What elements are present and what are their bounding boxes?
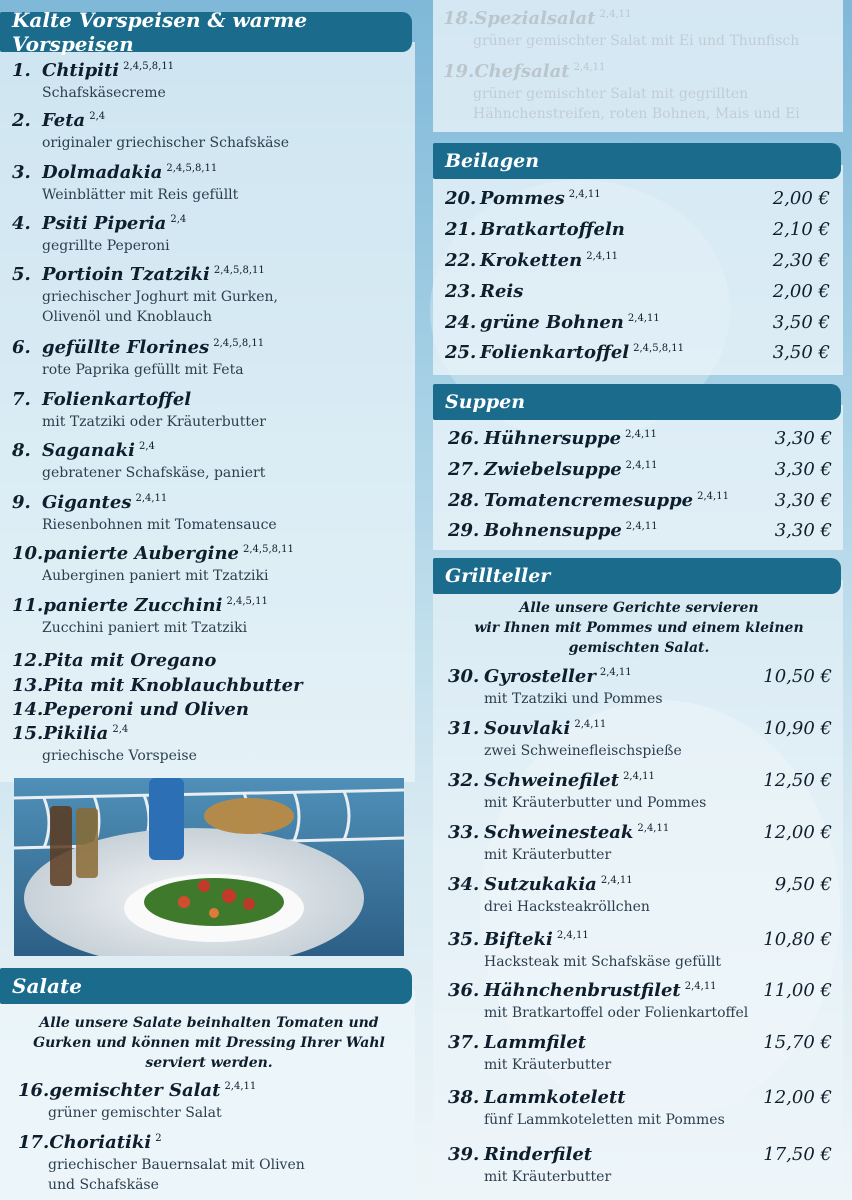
menu-item-name — [448, 980, 717, 1001]
menu-item-label: Lammkotelett — [484, 1087, 626, 1108]
allergen-codes: 2,4 — [89, 111, 106, 122]
allergen-codes: 2,4,5,8,11 — [243, 544, 294, 555]
menu-item-label: Schweinesteak — [484, 822, 634, 843]
menu-item-description: griechische Vorspeise — [42, 748, 197, 764]
menu-item-number: 10. — [12, 543, 44, 564]
menu-item-description: mit Kräuterbutter — [484, 847, 612, 863]
menu-item-number: 9. — [12, 492, 31, 513]
menu-item-label: panierte Aubergine — [43, 543, 240, 564]
menu-item-name — [448, 770, 655, 791]
menu-item-description: rote Paprika gefüllt mit Feta — [42, 362, 244, 378]
menu-item-name — [448, 1087, 626, 1108]
menu-item-number: 37. — [448, 1032, 480, 1053]
allergen-codes: 2,4,11 — [625, 521, 658, 532]
menu-item-name — [448, 428, 657, 449]
menu-item-number: 39. — [448, 1144, 480, 1165]
menu-item-price: 2,30 € — [772, 250, 830, 271]
menu-item-label: Gyrosteller — [484, 666, 596, 687]
menu-item-name — [448, 822, 669, 843]
menu-item-number: 29. — [448, 520, 480, 541]
menu-item-description: fünf Lammkoteletten mit Pommes — [484, 1112, 725, 1128]
menu-item-label: Folienkartoffel — [42, 389, 192, 410]
menu-item-number: 6. — [12, 337, 31, 358]
menu-item-label: Schweinefilet — [484, 770, 620, 791]
section-note-line: serviert werden. — [145, 1055, 273, 1071]
menu-item-number: 4. — [12, 213, 31, 234]
menu-item-price: 12,50 € — [763, 770, 832, 791]
allergen-codes: 2,4,11 — [599, 667, 632, 678]
grill-title: Grillteller — [445, 565, 551, 587]
menu-item-name — [18, 1080, 256, 1101]
menu-item-price: 12,00 € — [763, 822, 832, 843]
menu-item-name — [12, 675, 303, 696]
allergen-codes: 2,4,5,11 — [226, 596, 268, 607]
menu-item-number: 33. — [448, 822, 480, 843]
menu-item-description: drei Hacksteakröllchen — [484, 899, 650, 915]
menu-item-label: Pita mit Knoblauchbutter — [43, 675, 303, 696]
allergen-codes: 2,4,5,8,11 — [123, 61, 175, 72]
menu-item-number: 15. — [12, 723, 44, 744]
menu-item-name — [12, 162, 217, 183]
menu-item-name — [12, 389, 191, 410]
allergen-codes: 2 — [155, 1133, 162, 1144]
menu-item-number: 36. — [448, 980, 480, 1001]
menu-item-price: 3,30 € — [774, 428, 832, 449]
menu-item-description: mit Tzatziki und Pommes — [484, 691, 663, 707]
menu-item-number: 23. — [445, 281, 477, 302]
menu-item-label: Pita mit Oregano — [43, 650, 217, 671]
menu-item-name — [445, 281, 523, 302]
salate-header — [0, 968, 412, 1004]
menu-item-label: Gigantes — [42, 492, 132, 513]
menu-item-number: 34. — [448, 874, 480, 895]
allergen-codes: 2,4 — [138, 441, 155, 452]
menu-item-price: 17,50 € — [763, 1144, 832, 1165]
menu-item-price: 3,50 € — [772, 312, 830, 333]
menu-item-label: Folienkartoffel — [480, 342, 630, 363]
menu-item-price: 2,00 € — [772, 281, 830, 302]
menu-item-label: Tomatencremesuppe — [484, 490, 694, 511]
section-note-line: wir Ihnen mit Pommes und einem kleinen — [474, 620, 804, 636]
beilagen-title: Beilagen — [445, 150, 540, 172]
menu-item-name — [448, 1032, 586, 1053]
menu-item-label: Sutzukakia — [484, 874, 597, 895]
menu-item-label: Reis — [480, 281, 524, 302]
menu-item-price: 2,10 € — [772, 219, 830, 240]
menu-item-label: Pommes — [480, 188, 565, 209]
menu-item-label: grüne Bohnen — [480, 312, 624, 333]
menu-item-description: mit Tzatziki oder Kräuterbutter — [42, 414, 266, 430]
menu-item-number: 22. — [445, 250, 477, 271]
section-note-line: gemischten Salat. — [568, 640, 710, 656]
menu-item-number: 17. — [18, 1132, 50, 1153]
menu-item-price: 2,00 € — [772, 188, 830, 209]
menu-item-number: 8. — [12, 440, 31, 461]
allergen-codes: 2,4,11 — [623, 771, 655, 782]
menu-item-number: 31. — [448, 718, 480, 739]
menu-item-label: Dolmadakia — [42, 162, 163, 183]
suppen-title: Suppen — [445, 391, 526, 413]
menu-item-price: 11,00 € — [763, 980, 832, 1001]
menu-item-description: gegrillte Peperoni — [42, 238, 170, 254]
menu-item-label: gefüllte Florines — [42, 337, 210, 358]
menu-item-price: 3,30 € — [774, 520, 832, 541]
menu-item-description: Riesenbohnen mit Tomatensauce — [42, 517, 277, 533]
menu-item-name — [12, 492, 167, 513]
menu-item-description: griechischer Joghurt mit Gurken, — [42, 289, 278, 305]
salate-title: Salate — [12, 974, 82, 998]
menu-item-name — [12, 543, 294, 564]
menu-item-description: mit Bratkartoffel oder Folienkartoffel — [484, 1005, 749, 1021]
menu-item-name — [12, 213, 186, 234]
menu-item-description: Schafskäsecreme — [42, 85, 166, 101]
menu-item-price: 3,50 € — [772, 342, 830, 363]
salad-table-photo — [14, 778, 404, 956]
section-note-line: Alle unsere Gerichte servieren — [519, 600, 759, 616]
allergen-codes: 2,4,11 — [697, 491, 729, 502]
menu-item-name — [448, 459, 657, 480]
menu-item-name — [445, 250, 618, 271]
menu-item-name — [448, 874, 633, 895]
menu-item-number: 35. — [448, 929, 480, 950]
menu-item-name — [445, 342, 684, 363]
vorspeisen-header — [0, 8, 412, 56]
menu-item-description: mit Kräuterbutter — [484, 1057, 612, 1073]
menu-item-label: Psiti Piperia — [42, 213, 167, 234]
menu-item-description: Weinblätter mit Reis gefüllt — [42, 187, 239, 203]
salate-continued-panel — [433, 0, 843, 132]
menu-item-number: 12. — [12, 650, 44, 671]
menu-item-name — [448, 490, 729, 511]
menu-item-name — [12, 110, 105, 131]
menu-item-name — [12, 650, 216, 671]
menu-item-name — [448, 1144, 592, 1165]
menu-item-description: Auberginen paniert mit Tzatziki — [42, 568, 269, 584]
menu-item-number: 7. — [12, 389, 31, 410]
menu-item-label: Feta — [42, 110, 86, 131]
section-note-line: Gurken und können mit Dressing Ihrer Wahl — [33, 1035, 385, 1051]
menu-item-price: 9,50 € — [774, 874, 832, 895]
menu-item-label: Souvlaki — [484, 718, 571, 739]
menu-item-number: 28. — [448, 490, 480, 511]
menu-item-label: Choriatiki — [49, 1132, 152, 1153]
section-note-line: Alle unsere Salate beinhalten Tomaten und — [39, 1015, 379, 1031]
menu-item-label: Portioin Tzatziki — [42, 264, 210, 285]
menu-item-label: Rinderfilet — [484, 1144, 593, 1165]
menu-item-number: 20. — [445, 188, 477, 209]
menu-item-label: Zwiebelsuppe — [484, 459, 622, 480]
menu-item-description: mit Kräuterbutter — [484, 1169, 612, 1185]
allergen-codes: 2,4,11 — [135, 493, 168, 504]
menu-item-price: 12,00 € — [763, 1087, 832, 1108]
allergen-codes: 2,4,11 — [586, 251, 619, 262]
menu-item-label: panierte Zucchini — [43, 595, 223, 616]
menu-item-description: zwei Schweinefleischspieße — [484, 743, 682, 759]
menu-item-name — [12, 699, 249, 720]
menu-item-name — [12, 337, 264, 358]
menu-item-number: 11. — [12, 595, 44, 616]
allergen-codes: 2,4,11 — [600, 875, 633, 886]
menu-item-number: 1. — [12, 60, 31, 81]
allergen-codes: 2,4,11 — [556, 930, 589, 941]
menu-item-label: Kroketten — [480, 250, 583, 271]
allergen-codes: 2,4,11 — [627, 313, 660, 324]
menu-item-label: Hähnchenbrustfilet — [484, 980, 681, 1001]
allergen-codes: 2,4,11 — [625, 429, 657, 440]
grill-header — [433, 558, 841, 594]
allergen-codes: 2,4,11 — [568, 189, 601, 200]
allergen-codes: 2,4,11 — [637, 823, 670, 834]
menu-item-number: 2. — [12, 110, 31, 131]
menu-item-price: 10,50 € — [763, 666, 832, 687]
menu-item-description: grüner gemischter Salat — [48, 1105, 222, 1121]
menu-item-number: 27. — [448, 459, 480, 480]
menu-item-description: gebratener Schafskäse, paniert — [42, 465, 266, 481]
menu-item-name — [445, 188, 601, 209]
menu-item-label: Peperoni und Oliven — [43, 699, 249, 720]
menu-item-name — [12, 440, 155, 461]
menu-item-description: Zucchini paniert mit Tzatziki — [42, 620, 248, 636]
menu-item-number: 38. — [448, 1087, 480, 1108]
menu-item-number: 16. — [18, 1080, 50, 1101]
allergen-codes: 2,4,5,8,11 — [633, 343, 685, 354]
allergen-codes: 2,4 — [112, 724, 129, 735]
menu-item-label: Bifteki — [484, 929, 553, 950]
menu-item-name — [18, 1132, 162, 1153]
menu-item-description: griechischer Bauernsalat mit Oliven — [48, 1157, 305, 1173]
beilagen-header — [433, 143, 841, 179]
menu-item-description: Hacksteak mit Schafskäse gefüllt — [484, 954, 722, 970]
menu-item-label: Saganaki — [42, 440, 135, 461]
menu-item-name — [448, 666, 632, 687]
menu-item-number: 14. — [12, 699, 44, 720]
allergen-codes: 2,4,11 — [625, 460, 658, 471]
menu-item-description: Olivenöl und Knoblauch — [42, 309, 213, 325]
allergen-codes: 2,4,11 — [574, 719, 607, 730]
menu-item-name — [445, 312, 660, 333]
menu-item-description: originaler griechischer Schafskäse — [42, 135, 289, 151]
menu-item-label: gemischter Salat — [49, 1080, 221, 1101]
menu-item-number: 21. — [445, 219, 477, 240]
menu-item-number: 13. — [12, 675, 44, 696]
menu-item-price: 3,30 € — [774, 459, 832, 480]
allergen-codes: 2,4,11 — [684, 981, 717, 992]
menu-item-number: 30. — [448, 666, 480, 687]
allergen-codes: 2,4,11 — [224, 1081, 257, 1092]
menu-item-name — [448, 929, 589, 950]
menu-item-description: und Schafskäse — [48, 1177, 159, 1193]
menu-item-price: 3,30 € — [774, 490, 832, 511]
menu-item-name — [445, 219, 625, 240]
vorspeisen-title: Kalte Vorspeisen & warme Vorspeisen — [12, 8, 308, 56]
menu-item-name — [12, 595, 268, 616]
menu-item-label: Hühnersuppe — [484, 428, 622, 449]
menu-item-label: Chtipiti — [42, 60, 120, 81]
menu-item-price: 10,80 € — [763, 929, 832, 950]
allergen-codes: 2,4,5,8,11 — [213, 338, 265, 349]
menu-item-label: Pikilia — [43, 723, 109, 744]
menu-item-label: Lammfilet — [484, 1032, 587, 1053]
menu-item-number: 26. — [448, 428, 480, 449]
menu-item-name — [12, 723, 128, 744]
suppen-header — [433, 384, 841, 420]
menu-item-price: 15,70 € — [763, 1032, 832, 1053]
allergen-codes: 2,4 — [170, 214, 187, 225]
menu-item-name — [448, 718, 606, 739]
allergen-codes: 2,4,5,8,11 — [213, 265, 265, 276]
menu-item-number: 32. — [448, 770, 480, 791]
menu-item-name — [448, 520, 658, 541]
menu-item-number: 24. — [445, 312, 477, 333]
menu-item-number: 5. — [12, 264, 31, 285]
menu-item-label: Bohnensuppe — [484, 520, 622, 541]
allergen-codes: 2,4,5,8,11 — [166, 163, 218, 174]
menu-item-price: 10,90 € — [763, 718, 832, 739]
menu-item-name — [12, 60, 174, 81]
menu-item-description: mit Kräuterbutter und Pommes — [484, 795, 707, 811]
menu-item-number: 25. — [445, 342, 477, 363]
menu-item-number: 3. — [12, 162, 31, 183]
menu-item-label: Bratkartoffeln — [480, 219, 625, 240]
menu-item-name — [12, 264, 265, 285]
